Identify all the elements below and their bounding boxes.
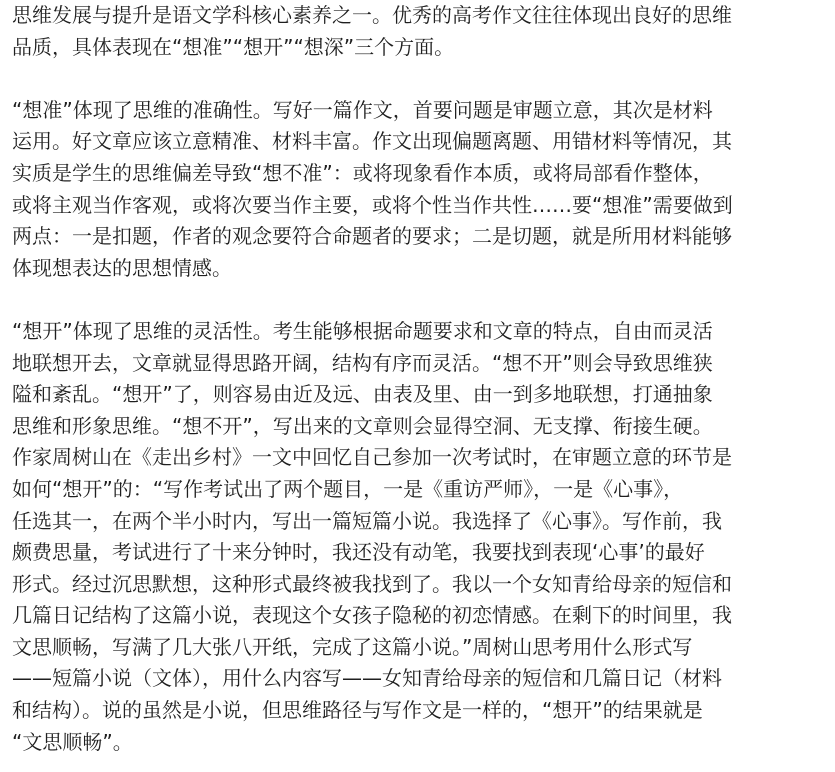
text-line: 隘和紊乱。“想开”了，则容易由近及远、由表及里、由一到多地联想，打通抽象 [12,382,713,407]
paragraph-intro [0,0,835,63]
text-line: 思维和形象思维。“想不开”，写出来的文章则会显得空洞、无支撑、衔接生硬。 [12,413,713,438]
paragraph-xiangzhun [0,95,835,285]
text-line: 如何“想开”的：“写作考试出了两个题目，一是《重访严师》，一是《心事》， [12,476,684,501]
text-line: 文思顺畅，写满了几大张八开纸，完成了这篇小说。”周树山思考用什么形式写 [12,634,693,659]
text-line: 思维发展与提升是语文学科核心素养之一。优秀的高考作文往往体现出良好的思维 [12,3,732,27]
text-line: 运用。好文章应该立意精准、材料丰富。作文出现偏题离题、用错材料等情况，其 [12,129,732,154]
paragraph-xiangkai [0,316,835,758]
text-line: ——短篇小说（文体），用什么内容写——女知青给母亲的短信和几篇日记（材料 [12,666,722,691]
text-line: 或将主观当作客观，或将次要当作主要，或将个性当作共性……要“想准”需要做到 [12,192,733,217]
text-line: “文思顺畅”。 [12,729,133,754]
text-line: 颇费思量，考试进行了十来分钟时，我还没有动笔，我要找到表现‘心事’的最好 [12,540,705,565]
text-line: 和结构）。说的虽然是小说，但思维路径与写作文是一样的，“想开”的结果就是 [12,698,703,723]
text-line: 任选其一，在两个半小时内，写出一篇短篇小说。我选择了《心事》。写作前，我 [12,508,722,533]
text-line: 地联想开去，文章就显得思路开阔，结构有序而灵活。“想不开”则会导致思维狭 [12,350,713,375]
text-line: 两点：一是扣题，作者的观念要符合命题者的要求；二是切题，就是所用材料能够 [12,224,732,249]
paragraph-gap [0,63,835,95]
paragraph-gap [0,284,835,316]
text-line: 作家周树山在《走出乡村》一文中回忆自己参加一次考试时，在审题立意的环节是 [12,445,732,470]
text-line: 形式。经过沉思默想，这种形式最终被我找到了。我以一个女知青给母亲的短信和 [12,571,732,596]
text-line: “想开”体现了思维的灵活性。考生能够根据命题要求和文章的特点，自由而灵活 [12,318,713,343]
text-line: “想准”体现了思维的准确性。写好一篇作文，首要问题是审题立意，其次是材料 [12,97,713,122]
text-line: 品质，具体表现在“想准”“想开”“想深”三个方面。 [12,34,455,59]
text-line: 实质是学生的思维偏差导致“想不准”：或将现象看作本质，或将局部看作整体， [12,160,713,185]
text-line: 几篇日记结构了这篇小说，表现这个女孩子隐秘的初恋情感。在剩下的时间里，我 [12,603,732,628]
text-line: 体现想表达的思想情感。 [12,255,232,280]
